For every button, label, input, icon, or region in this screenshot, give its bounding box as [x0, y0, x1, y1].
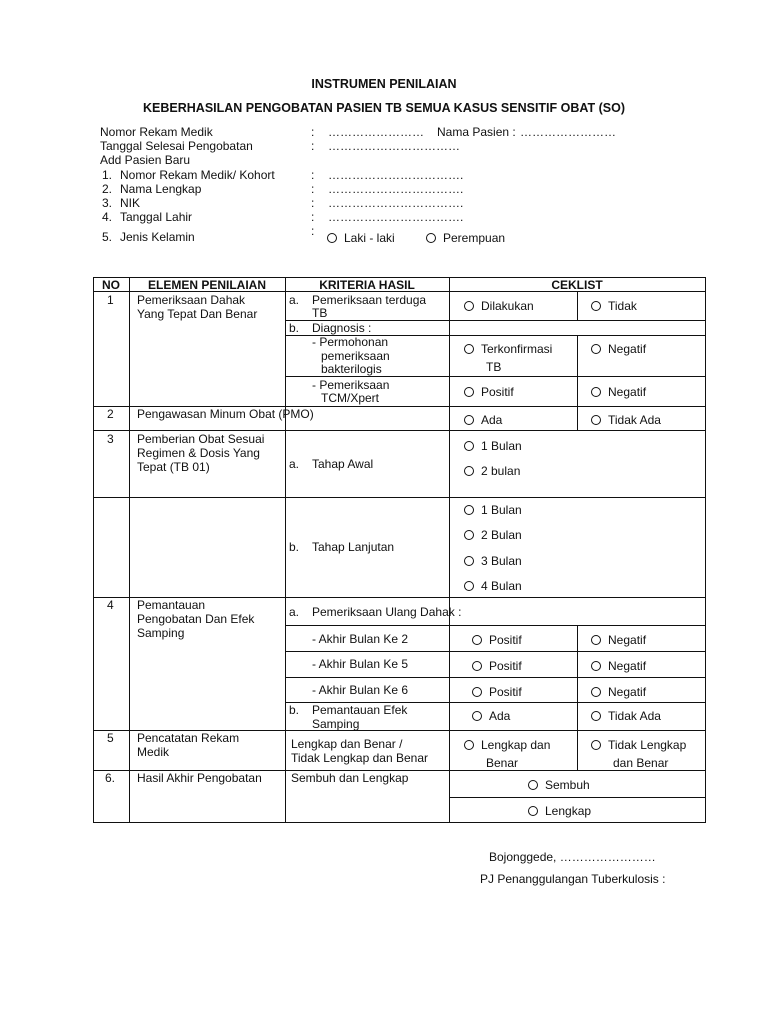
checklist-option[interactable]: 2 bulan — [464, 464, 520, 478]
checklist-option-text: Benar — [486, 756, 519, 770]
checklist-option-text: dan Benar — [613, 756, 669, 770]
kriteria-text: TCM/Xpert — [321, 391, 380, 405]
nama-pasien-label: Nama Pasien : — [437, 125, 516, 139]
checklist-option[interactable]: Negatif — [591, 385, 646, 399]
radio-icon[interactable] — [464, 740, 474, 750]
radio-icon[interactable] — [591, 635, 601, 645]
add-pasien-label: Add Pasien Baru — [100, 153, 191, 167]
tanggal-selesai-field[interactable]: …………………………… — [328, 139, 460, 153]
rekam-medik-label: Nomor Rekam Medik — [100, 125, 213, 139]
checklist-option[interactable]: Dilakukan — [464, 299, 534, 313]
checklist-option[interactable]: Positif — [464, 385, 514, 399]
kriteria-marker: a. — [289, 605, 300, 619]
elemen-text: Pencatatan Rekam — [137, 731, 240, 745]
kohort-field[interactable]: ……………………………. — [328, 168, 464, 182]
table-border — [93, 430, 705, 431]
kriteria-text: Tahap Lanjutan — [312, 540, 395, 554]
radio-icon[interactable] — [464, 301, 474, 311]
checklist-option[interactable]: Tidak Ada — [591, 709, 661, 723]
signature-label: PJ Penanggulangan Tuberkulosis : — [480, 872, 666, 886]
elemen-text: Medik — [137, 745, 170, 759]
checklist-option[interactable]: 4 Bulan — [464, 579, 522, 593]
checklist-option[interactable]: Negatif — [591, 685, 646, 699]
table-border — [577, 625, 578, 770]
checklist-option[interactable]: Lengkap dan — [464, 738, 550, 752]
kriteria-text: bakterilogis — [321, 362, 382, 376]
row-number: 6. — [105, 771, 116, 785]
checklist-option[interactable]: Positif — [472, 633, 522, 647]
radio-icon[interactable] — [464, 387, 474, 397]
radio-icon[interactable] — [426, 233, 436, 243]
nama-lengkap-label: Nama Lengkap — [120, 182, 202, 196]
kriteria-text: - Pemeriksaan — [312, 378, 390, 392]
checklist-option[interactable]: Ada — [464, 413, 502, 427]
row-number: 4 — [107, 598, 114, 612]
kriteria-text: Pemantauan Efek — [312, 703, 408, 717]
row-number: 5 — [107, 731, 114, 745]
checklist-option[interactable]: Tidak — [591, 299, 637, 313]
kriteria-text: - Akhir Bulan Ke 2 — [312, 632, 409, 646]
radio-icon[interactable] — [472, 661, 482, 671]
radio-icon[interactable] — [591, 415, 601, 425]
colon: : — [311, 168, 315, 182]
kriteria-marker: b. — [289, 703, 300, 717]
kriteria-marker: b. — [289, 540, 300, 554]
kriteria-text: Pemeriksaan Ulang Dahak : — [312, 605, 462, 619]
elemen-text: Samping — [137, 626, 185, 640]
row-number: 2 — [107, 407, 114, 421]
elemen-text: Pemeriksaan Dahak — [137, 293, 246, 307]
radio-icon[interactable] — [464, 441, 474, 451]
kriteria-text: Diagnosis : — [312, 321, 372, 335]
radio-icon[interactable] — [464, 581, 474, 591]
radio-icon[interactable] — [464, 466, 474, 476]
colon: : — [311, 139, 315, 153]
gender-option-female[interactable]: Perempuan — [426, 231, 505, 245]
kohort-label: Nomor Rekam Medik/ Kohort — [120, 168, 275, 182]
header-kriteria: KRITERIA HASIL — [319, 278, 415, 292]
checklist-option[interactable]: 2 Bulan — [464, 528, 522, 542]
kriteria-marker: b. — [289, 321, 300, 335]
colon: : — [311, 182, 315, 196]
kriteria-text: Samping — [312, 717, 360, 731]
form-subtitle: KEBERHASILAN PENGOBATAN PASIEN TB SEMUA KASUS SENSITIF OBAT (SO) — [143, 101, 625, 115]
radio-icon[interactable] — [464, 415, 474, 425]
elemen-text: Yang Tepat Dan Benar — [137, 307, 258, 321]
row-number: 1 — [107, 293, 114, 307]
colon: : — [311, 196, 315, 210]
elemen-text: Hasil Akhir Pengobatan — [137, 771, 262, 785]
checklist-option[interactable]: 1 Bulan — [464, 439, 522, 453]
header-ceklist: CEKLIST — [551, 278, 603, 292]
colon: : — [311, 210, 315, 224]
checklist-option[interactable]: Lengkap — [528, 804, 591, 818]
checklist-option[interactable]: 3 Bulan — [464, 554, 522, 568]
colon: : — [311, 125, 315, 139]
elemen-text: Pemantauan — [137, 598, 206, 612]
checklist-option[interactable]: Negatif — [591, 659, 646, 673]
nik-field[interactable]: ……………………………. — [328, 196, 464, 210]
kriteria-text: Pemeriksaan terduga — [312, 293, 427, 307]
table-border — [93, 277, 94, 823]
checklist-option[interactable]: Tidak Lengkap — [591, 738, 686, 752]
kriteria-marker: a. — [289, 457, 300, 471]
place-date: Bojonggede, …………………… — [489, 850, 656, 864]
radio-icon[interactable] — [591, 711, 601, 721]
radio-icon[interactable] — [472, 635, 482, 645]
radio-icon[interactable] — [591, 740, 601, 750]
kriteria-text: Lengkap dan Benar / — [291, 737, 403, 751]
kriteria-text: - Permohonan — [312, 335, 389, 349]
radio-icon[interactable] — [591, 687, 601, 697]
radio-icon[interactable] — [464, 505, 474, 515]
radio-icon[interactable] — [591, 387, 601, 397]
checklist-option[interactable]: Tidak Ada — [591, 413, 661, 427]
table-border — [285, 376, 705, 377]
gender-option-male[interactable]: Laki - laki — [327, 231, 395, 245]
table-border — [129, 277, 130, 823]
item-num: 4. — [102, 210, 113, 224]
checklist-option[interactable]: Negatif — [591, 633, 646, 647]
elemen-text: Pemberian Obat Sesuai — [137, 432, 265, 446]
elemen-text: Tepat (TB 01) — [137, 460, 210, 474]
table-border — [93, 497, 705, 498]
elemen-text: Pengawasan Minum Obat (PMO) — [137, 407, 314, 421]
elemen-text: Pengobatan Dan Efek — [137, 612, 255, 626]
header-elemen: ELEMEN PENILAIAN — [147, 278, 266, 292]
checklist-option[interactable]: Positif — [472, 659, 522, 673]
nik-label: NIK — [120, 196, 141, 210]
kriteria-text: pemeriksaan — [321, 349, 390, 363]
table-border — [285, 277, 286, 823]
checklist-option[interactable]: Terkonfirmasi — [464, 342, 552, 356]
kriteria-text: TB — [312, 306, 328, 320]
radio-icon[interactable] — [327, 233, 337, 243]
nama-lengkap-field[interactable]: ……………………………. — [328, 182, 464, 196]
radio-icon[interactable] — [464, 344, 474, 354]
kriteria-text: Tidak Lengkap dan Benar — [291, 751, 428, 765]
table-border — [577, 291, 578, 320]
elemen-text: Regimen & Dosis Yang — [137, 446, 260, 460]
tanggal-selesai-label: Tanggal Selesai Pengobatan — [100, 139, 253, 153]
table-border — [285, 625, 705, 626]
table-border — [705, 277, 706, 823]
kriteria-text: - Akhir Bulan Ke 6 — [312, 683, 409, 697]
radio-icon[interactable] — [591, 344, 601, 354]
item-num: 1. — [102, 168, 113, 182]
item-num: 2. — [102, 182, 113, 196]
radio-icon[interactable] — [464, 530, 474, 540]
table-border — [285, 651, 705, 652]
kriteria-marker: a. — [289, 293, 300, 307]
radio-icon[interactable] — [464, 556, 474, 566]
checklist-option[interactable]: Sembuh — [528, 778, 590, 792]
radio-icon[interactable] — [591, 661, 601, 671]
radio-icon[interactable] — [591, 301, 601, 311]
header-no: NO — [102, 278, 120, 292]
table-border — [285, 677, 705, 678]
kriteria-text: Sembuh dan Lengkap — [291, 771, 409, 785]
table-border — [449, 797, 705, 798]
nama-pasien-field[interactable]: …………………… — [520, 125, 616, 139]
radio-icon[interactable] — [472, 687, 482, 697]
item-num: 5. — [102, 230, 113, 244]
tanggal-lahir-field[interactable]: ……………………………. — [328, 210, 464, 224]
radio-icon[interactable] — [472, 711, 482, 721]
colon: : — [311, 224, 315, 238]
table-border — [93, 822, 705, 823]
form-title: INSTRUMEN PENILAIAN — [311, 77, 457, 91]
checklist-option[interactable]: Negatif — [591, 342, 646, 356]
jenis-kelamin-label: Jenis Kelamin — [120, 230, 195, 244]
checklist-option[interactable]: 1 Bulan — [464, 503, 522, 517]
table-border — [577, 335, 578, 430]
radio-icon[interactable] — [528, 806, 538, 816]
tanggal-lahir-label: Tanggal Lahir — [120, 210, 193, 224]
checklist-option[interactable]: Ada — [472, 709, 510, 723]
table-border — [449, 277, 450, 823]
kriteria-text: - Akhir Bulan Ke 5 — [312, 657, 409, 671]
checklist-option-text: TB — [486, 360, 502, 374]
radio-icon[interactable] — [528, 780, 538, 790]
item-num: 3. — [102, 196, 113, 210]
row-number: 3 — [107, 432, 114, 446]
rekam-medik-field[interactable]: …………………… — [328, 125, 424, 139]
checklist-option[interactable]: Positif — [472, 685, 522, 699]
kriteria-text: Tahap Awal — [312, 457, 374, 471]
